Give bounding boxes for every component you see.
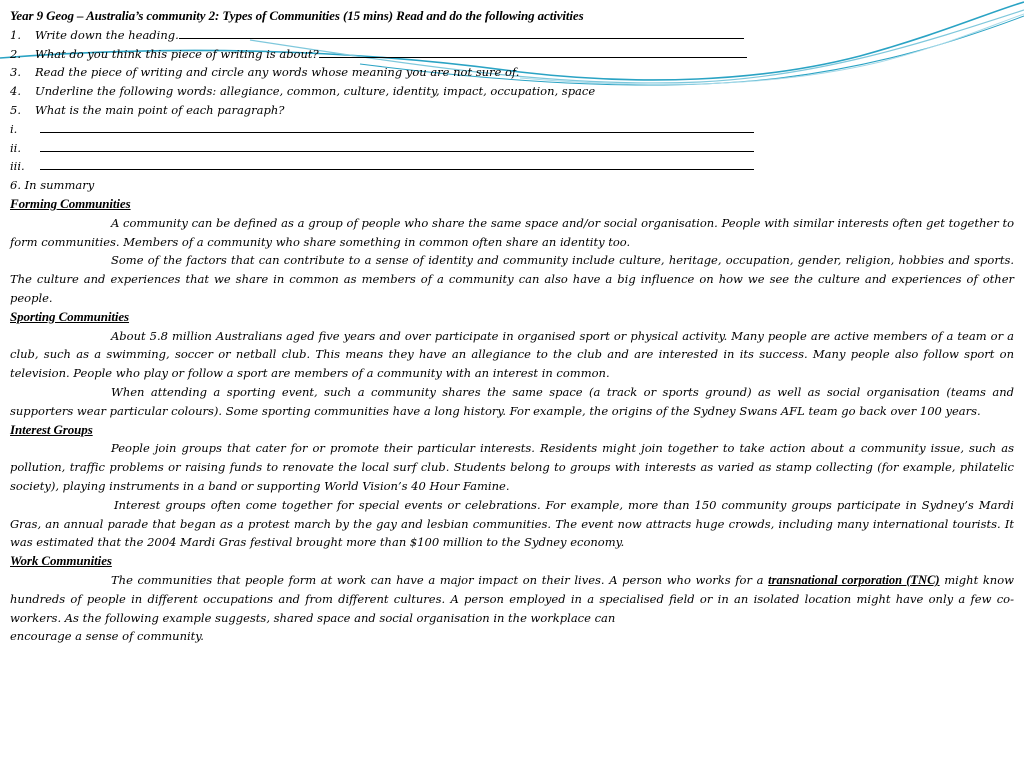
worksheet-title: Year 9 Geog – Australia’s community 2: Types of Communities (15 mins) Read and do the following activities xyxy=(10,8,584,23)
answer-line-number: iii. xyxy=(10,159,25,174)
answer-blank[interactable] xyxy=(40,120,754,133)
question-2 xyxy=(10,45,1014,64)
paragraph: The communities that people form at work can have a major impact on their lives. A person who works for a transnational corporation (TNC) might know hundreds of people in different occupations and from different cultures. A person employed in a specialised field or in an isolated location might have only a few co-workers. As the following example suggests, shared space and social organisation in the workplace can xyxy=(10,572,1014,625)
paragraph: About 5.8 million Australians aged five years and over participate in organised sport or physical activity. Many people are active members of a team or a club, such as a swimming, soccer or netball club. This means they have an allegiance to the club and are interested in its success. Many people also follow sport on television. People who play or follow a sport are members of a community with an interest in common. xyxy=(10,328,1014,381)
question-text: What do you think this piece of writing is about? xyxy=(35,46,319,61)
question-number: 3. xyxy=(10,65,21,80)
question-number: 2. xyxy=(10,46,21,61)
question-text: Underline the following words: allegiance, common, culture, identity, impact, occupation, space xyxy=(35,84,596,99)
paragraph: A community can be defined as a group of people who share the same space and/or social organisation. People with similar interests often get together to form communities. Members of a community who share something in common often share an identity too. xyxy=(10,215,1014,249)
worksheet xyxy=(10,7,1014,646)
section-heading-work: Work Communities xyxy=(10,553,112,569)
question-number: 1. xyxy=(10,27,21,42)
section-heading-sporting: Sporting Communities xyxy=(10,308,130,324)
answer-line-number: ii. xyxy=(10,140,22,155)
answer-line-ii xyxy=(10,139,1014,158)
answer-blank[interactable] xyxy=(40,157,754,170)
question-5 xyxy=(10,101,1014,120)
question-1 xyxy=(10,26,1014,45)
section-heading-forming: Forming Communities xyxy=(10,195,131,211)
answer-line-i xyxy=(10,120,1014,139)
question-number: 4. xyxy=(10,84,21,99)
question-number: 5. xyxy=(10,102,21,117)
question-text: Write down the heading. xyxy=(35,27,179,42)
paragraph-last-line: encourage a sense of community. xyxy=(10,629,204,644)
paragraph: People join groups that cater for or promote their particular interests. Residents might join together to take action about a community issue, such as pollution, traffic problems or raising funds to renovate the local surf club. Students belong to groups with interests as varied as stamp collecting (for example, philatelic society), playing instruments in a band or supporting World Vision’s 40 Hour Famine. xyxy=(10,441,1014,493)
paragraph: Interest groups often come together for special events or celebrations. For example, more than 150 community groups participate in Sydney’s Mardi Gras, an annual parade that began as a protest march by the gay and lesbian communities. The event now attracts huge crowds, including many international tourists. It was estimated that the 2004 Mardi Gras festival brought more than $100 million to the Sydney economy. xyxy=(10,497,1014,550)
summary-label: 6. In summary xyxy=(10,178,95,193)
paragraph: Some of the factors that can contribute to a sense of identity and community include culture, heritage, occupation, gender, religion, hobbies and sports. The culture and experiences that we share in common as members of a community can also have a big influence on how we see the culture and experiences of other people. xyxy=(10,253,1014,305)
answer-blank[interactable] xyxy=(40,139,754,152)
paragraph: When attending a sporting event, such a community shares the same space (a track or sports ground) as well as social organisation (teams and supporters wear particular colours). Some sporting communities have a long history. For example, the origins of the Sydney Swans AFL team go back over 100 years. xyxy=(10,384,1014,418)
answer-blank[interactable] xyxy=(179,26,744,39)
section-heading-interest: Interest Groups xyxy=(10,421,93,437)
question-4 xyxy=(10,82,1014,101)
answer-blank[interactable] xyxy=(319,45,747,58)
answer-line-number: i. xyxy=(10,121,18,136)
question-3 xyxy=(10,63,1014,82)
question-text: Read the piece of writing and circle any words whose meaning you are not sure of. xyxy=(35,65,520,80)
key-term: transnational corporation (TNC) xyxy=(768,572,940,587)
answer-line-iii xyxy=(10,157,1014,176)
question-text: What is the main point of each paragraph? xyxy=(35,102,285,117)
